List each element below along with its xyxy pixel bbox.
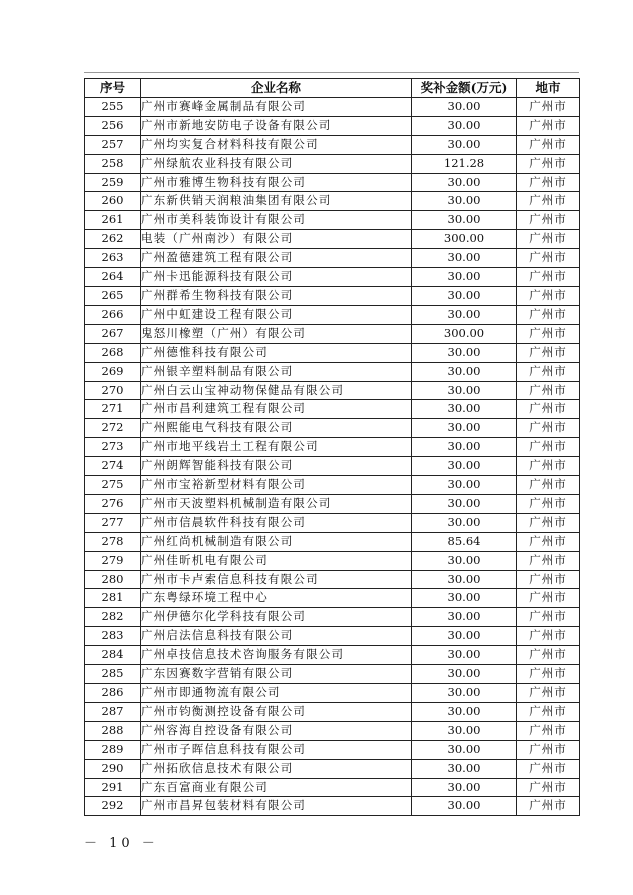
company-name: 广州市赛峰金属制品有限公司 <box>141 97 412 116</box>
subsidy-amount: 30.00 <box>412 570 517 589</box>
company-name: 广州启法信息科技有限公司 <box>141 627 412 646</box>
company-name: 广州市新地安防电子设备有限公司 <box>141 116 412 135</box>
row-number: 272 <box>85 419 141 438</box>
subsidy-amount: 30.00 <box>412 684 517 703</box>
table-row <box>85 532 580 551</box>
row-number: 266 <box>85 305 141 324</box>
city-name: 广州市 <box>517 740 580 759</box>
table-row <box>85 740 580 759</box>
company-name: 广州拓欣信息技术有限公司 <box>141 759 412 778</box>
subsidy-amount: 30.00 <box>412 268 517 287</box>
city-name: 广州市 <box>517 381 580 400</box>
company-name: 广州群希生物科技有限公司 <box>141 286 412 305</box>
subsidy-amount: 30.00 <box>412 116 517 135</box>
company-name: 广州佳昕机电有限公司 <box>141 551 412 570</box>
row-number: 292 <box>85 797 141 816</box>
row-number: 269 <box>85 362 141 381</box>
city-name: 广州市 <box>517 721 580 740</box>
subsidy-amount: 30.00 <box>412 476 517 495</box>
city-name: 广州市 <box>517 400 580 419</box>
subsidy-amount: 30.00 <box>412 551 517 570</box>
row-number: 287 <box>85 702 141 721</box>
subsidy-amount: 30.00 <box>412 97 517 116</box>
subsidy-amount: 30.00 <box>412 627 517 646</box>
row-number: 280 <box>85 570 141 589</box>
company-name: 广州市即通物流有限公司 <box>141 684 412 703</box>
table-row <box>85 684 580 703</box>
row-number: 282 <box>85 608 141 627</box>
row-number: 257 <box>85 135 141 154</box>
row-number: 268 <box>85 343 141 362</box>
city-name: 广州市 <box>517 116 580 135</box>
company-name: 广东百富商业有限公司 <box>141 778 412 797</box>
subsidy-amount: 300.00 <box>412 230 517 249</box>
subsidy-amount: 300.00 <box>412 324 517 343</box>
header-no: 序号 <box>85 79 141 98</box>
company-name: 广州市雅博生物科技有限公司 <box>141 173 412 192</box>
city-name: 广州市 <box>517 627 580 646</box>
table-row <box>85 116 580 135</box>
subsidy-amount: 30.00 <box>412 513 517 532</box>
city-name: 广州市 <box>517 759 580 778</box>
subsidy-table <box>84 78 580 816</box>
header-city: 地市 <box>517 79 580 98</box>
company-name: 广州朗辉智能科技有限公司 <box>141 457 412 476</box>
subsidy-amount: 30.00 <box>412 778 517 797</box>
row-number: 261 <box>85 211 141 230</box>
subsidy-amount: 30.00 <box>412 721 517 740</box>
company-name: 广州均实复合材料科技有限公司 <box>141 135 412 154</box>
table-body <box>85 97 580 815</box>
subsidy-amount: 30.00 <box>412 797 517 816</box>
table-row <box>85 551 580 570</box>
table-row <box>85 400 580 419</box>
company-name: 广州红尚机械制造有限公司 <box>141 532 412 551</box>
table-row <box>85 343 580 362</box>
subsidy-amount: 30.00 <box>412 286 517 305</box>
row-number: 260 <box>85 192 141 211</box>
row-number: 263 <box>85 249 141 268</box>
subsidy-amount: 30.00 <box>412 646 517 665</box>
table-row <box>85 759 580 778</box>
company-name: 广州德惟科技有限公司 <box>141 343 412 362</box>
row-number: 290 <box>85 759 141 778</box>
company-name: 广东因赛数字营销有限公司 <box>141 665 412 684</box>
city-name: 广州市 <box>517 305 580 324</box>
table-row <box>85 702 580 721</box>
city-name: 广州市 <box>517 778 580 797</box>
row-number: 288 <box>85 721 141 740</box>
city-name: 广州市 <box>517 286 580 305</box>
subsidy-amount: 30.00 <box>412 192 517 211</box>
subsidy-amount: 30.00 <box>412 740 517 759</box>
company-name: 广州容海自控设备有限公司 <box>141 721 412 740</box>
row-number: 255 <box>85 97 141 116</box>
table-row <box>85 192 580 211</box>
row-number: 284 <box>85 646 141 665</box>
city-name: 广州市 <box>517 646 580 665</box>
subsidy-amount: 121.28 <box>412 154 517 173</box>
subsidy-amount: 30.00 <box>412 702 517 721</box>
row-number: 283 <box>85 627 141 646</box>
city-name: 广州市 <box>517 268 580 287</box>
company-name: 鬼怒川橡塑（广州）有限公司 <box>141 324 412 343</box>
city-name: 广州市 <box>517 97 580 116</box>
city-name: 广州市 <box>517 589 580 608</box>
table-row <box>85 513 580 532</box>
table-row <box>85 97 580 116</box>
row-number: 289 <box>85 740 141 759</box>
row-number: 264 <box>85 268 141 287</box>
row-number: 274 <box>85 457 141 476</box>
table-row <box>85 173 580 192</box>
row-number: 281 <box>85 589 141 608</box>
table-row <box>85 135 580 154</box>
table-row <box>85 627 580 646</box>
row-number: 279 <box>85 551 141 570</box>
city-name: 广州市 <box>517 135 580 154</box>
subsidy-amount: 30.00 <box>412 135 517 154</box>
company-name: 广州卓技信息技术咨询服务有限公司 <box>141 646 412 665</box>
subsidy-amount: 30.00 <box>412 400 517 419</box>
table-row <box>85 457 580 476</box>
company-name: 广州市昌利建筑工程有限公司 <box>141 400 412 419</box>
company-name: 广州熙能电气科技有限公司 <box>141 419 412 438</box>
city-name: 广州市 <box>517 249 580 268</box>
city-name: 广州市 <box>517 362 580 381</box>
subsidy-amount: 30.00 <box>412 305 517 324</box>
company-name: 广州中虹建设工程有限公司 <box>141 305 412 324</box>
subsidy-amount: 30.00 <box>412 494 517 513</box>
row-number: 276 <box>85 494 141 513</box>
table-row <box>85 305 580 324</box>
subsidy-amount: 30.00 <box>412 759 517 778</box>
subsidy-amount: 30.00 <box>412 343 517 362</box>
city-name: 广州市 <box>517 230 580 249</box>
company-name: 广州银辛塑料制品有限公司 <box>141 362 412 381</box>
row-number: 256 <box>85 116 141 135</box>
subsidy-amount: 30.00 <box>412 457 517 476</box>
city-name: 广州市 <box>517 438 580 457</box>
company-name: 电装（广州南沙）有限公司 <box>141 230 412 249</box>
subsidy-amount: 30.00 <box>412 589 517 608</box>
table-row <box>85 154 580 173</box>
city-name: 广州市 <box>517 419 580 438</box>
table-row <box>85 286 580 305</box>
row-number: 258 <box>85 154 141 173</box>
subsidy-amount: 85.64 <box>412 532 517 551</box>
header-amount: 奖补金额(万元) <box>412 79 517 98</box>
city-name: 广州市 <box>517 457 580 476</box>
company-name: 广州市天波塑料机械制造有限公司 <box>141 494 412 513</box>
table-row <box>85 324 580 343</box>
row-number: 265 <box>85 286 141 305</box>
table-row <box>85 608 580 627</box>
company-name: 广州绿航农业科技有限公司 <box>141 154 412 173</box>
city-name: 广州市 <box>517 665 580 684</box>
city-name: 广州市 <box>517 494 580 513</box>
company-name: 广州卡迅能源科技有限公司 <box>141 268 412 287</box>
subsidy-amount: 30.00 <box>412 173 517 192</box>
subsidy-amount: 30.00 <box>412 608 517 627</box>
company-name: 广州盈德建筑工程有限公司 <box>141 249 412 268</box>
table-row <box>85 362 580 381</box>
table-row <box>85 778 580 797</box>
table-row <box>85 381 580 400</box>
city-name: 广州市 <box>517 684 580 703</box>
table-row <box>85 665 580 684</box>
city-name: 广州市 <box>517 343 580 362</box>
subsidy-amount: 30.00 <box>412 665 517 684</box>
company-name: 广州市信晨软件科技有限公司 <box>141 513 412 532</box>
company-name: 广州伊德尔化学科技有限公司 <box>141 608 412 627</box>
table-row <box>85 230 580 249</box>
subsidy-amount: 30.00 <box>412 362 517 381</box>
table-row <box>85 646 580 665</box>
subsidy-amount: 30.00 <box>412 419 517 438</box>
city-name: 广州市 <box>517 570 580 589</box>
row-number: 267 <box>85 324 141 343</box>
city-name: 广州市 <box>517 192 580 211</box>
table-row <box>85 589 580 608</box>
row-number: 277 <box>85 513 141 532</box>
city-name: 广州市 <box>517 211 580 230</box>
page-number: － 10 － <box>84 836 159 851</box>
company-name: 广州市卡卢索信息科技有限公司 <box>141 570 412 589</box>
table-row <box>85 249 580 268</box>
top-rule <box>84 72 579 73</box>
table-header-row <box>85 79 580 98</box>
table-row <box>85 211 580 230</box>
city-name: 广州市 <box>517 154 580 173</box>
subsidy-amount: 30.00 <box>412 249 517 268</box>
company-name: 广州市美科装饰设计有限公司 <box>141 211 412 230</box>
table-row <box>85 721 580 740</box>
table-row <box>85 797 580 816</box>
row-number: 286 <box>85 684 141 703</box>
city-name: 广州市 <box>517 702 580 721</box>
row-number: 291 <box>85 778 141 797</box>
city-name: 广州市 <box>517 324 580 343</box>
company-name: 广州市地平线岩土工程有限公司 <box>141 438 412 457</box>
table-row <box>85 268 580 287</box>
company-name: 广东新供销天润粮油集团有限公司 <box>141 192 412 211</box>
row-number: 259 <box>85 173 141 192</box>
row-number: 271 <box>85 400 141 419</box>
company-name: 广州白云山宝神动物保健品有限公司 <box>141 381 412 400</box>
company-name: 广州市宝裕新型材料有限公司 <box>141 476 412 495</box>
company-name: 广州市昌昇包装材料有限公司 <box>141 797 412 816</box>
header-name: 企业名称 <box>141 79 412 98</box>
row-number: 285 <box>85 665 141 684</box>
company-name: 广州市钧衡测控设备有限公司 <box>141 702 412 721</box>
row-number: 270 <box>85 381 141 400</box>
row-number: 275 <box>85 476 141 495</box>
company-name: 广东粤绿环境工程中心 <box>141 589 412 608</box>
city-name: 广州市 <box>517 532 580 551</box>
table-row <box>85 570 580 589</box>
row-number: 262 <box>85 230 141 249</box>
table-row <box>85 419 580 438</box>
table-row <box>85 476 580 495</box>
row-number: 273 <box>85 438 141 457</box>
city-name: 广州市 <box>517 551 580 570</box>
city-name: 广州市 <box>517 797 580 816</box>
city-name: 广州市 <box>517 476 580 495</box>
table-row <box>85 494 580 513</box>
subsidy-amount: 30.00 <box>412 211 517 230</box>
subsidy-amount: 30.00 <box>412 381 517 400</box>
table-row <box>85 438 580 457</box>
subsidy-amount: 30.00 <box>412 438 517 457</box>
city-name: 广州市 <box>517 608 580 627</box>
city-name: 广州市 <box>517 513 580 532</box>
city-name: 广州市 <box>517 173 580 192</box>
row-number: 278 <box>85 532 141 551</box>
company-name: 广州市子晖信息科技有限公司 <box>141 740 412 759</box>
